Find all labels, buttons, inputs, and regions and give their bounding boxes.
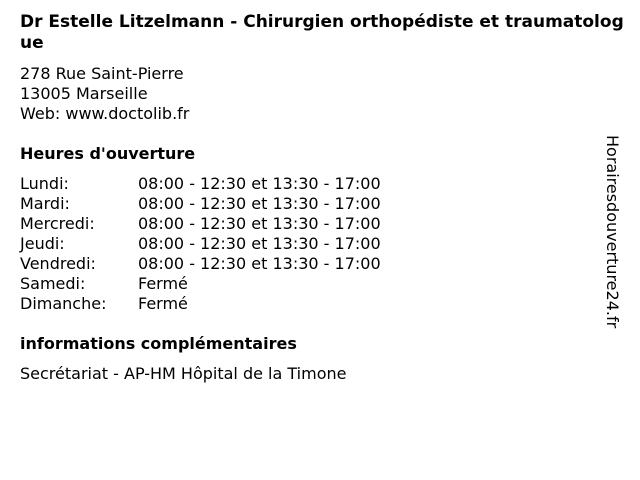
hours-row-wednesday <box>20 214 381 234</box>
address-web: Web: www.doctolib.fr <box>20 104 190 123</box>
hours-row-saturday <box>20 274 381 294</box>
watermark-link[interactable] <box>602 135 622 328</box>
hours-time: 08:00 - 12:30 et 13:30 - 17:00 <box>138 214 381 233</box>
hours-time: 08:00 - 12:30 et 13:30 - 17:00 <box>138 194 381 213</box>
info-text: Secrétariat - AP-HM Hôpital de la Timone <box>20 364 347 383</box>
page-title: Dr Estelle Litzelmann - Chirurgien orthopédiste et traumatologue <box>20 12 624 53</box>
hours-row-thursday <box>20 234 381 254</box>
hours-row-monday <box>20 174 381 194</box>
hours-row-friday <box>20 254 381 274</box>
hours-day: Mardi: <box>20 194 70 213</box>
address-street: 278 Rue Saint-Pierre <box>20 64 184 83</box>
hours-time: 08:00 - 12:30 et 13:30 - 17:00 <box>138 254 381 273</box>
hours-day: Dimanche: <box>20 294 107 313</box>
hours-heading: Heures d'ouverture <box>20 144 196 163</box>
hours-time: Fermé <box>138 274 188 293</box>
hours-time: Fermé <box>138 294 188 313</box>
hours-day: Samedi: <box>20 274 86 293</box>
address-block <box>20 64 189 124</box>
hours-table <box>20 174 381 314</box>
hours-time: 08:00 - 12:30 et 13:30 - 17:00 <box>138 234 381 253</box>
hours-day: Lundi: <box>20 174 69 193</box>
hours-time: 08:00 - 12:30 et 13:30 - 17:00 <box>138 174 381 193</box>
hours-row-tuesday <box>20 194 381 214</box>
hours-day: Mercredi: <box>20 214 95 233</box>
hours-day: Vendredi: <box>20 254 96 273</box>
watermark-text[interactable]: Horairesdouverture24.fr <box>603 135 622 329</box>
info-heading: informations complémentaires <box>20 334 297 353</box>
hours-day: Jeudi: <box>20 234 65 253</box>
address-city: 13005 Marseille <box>20 84 148 103</box>
hours-row-sunday <box>20 294 381 314</box>
